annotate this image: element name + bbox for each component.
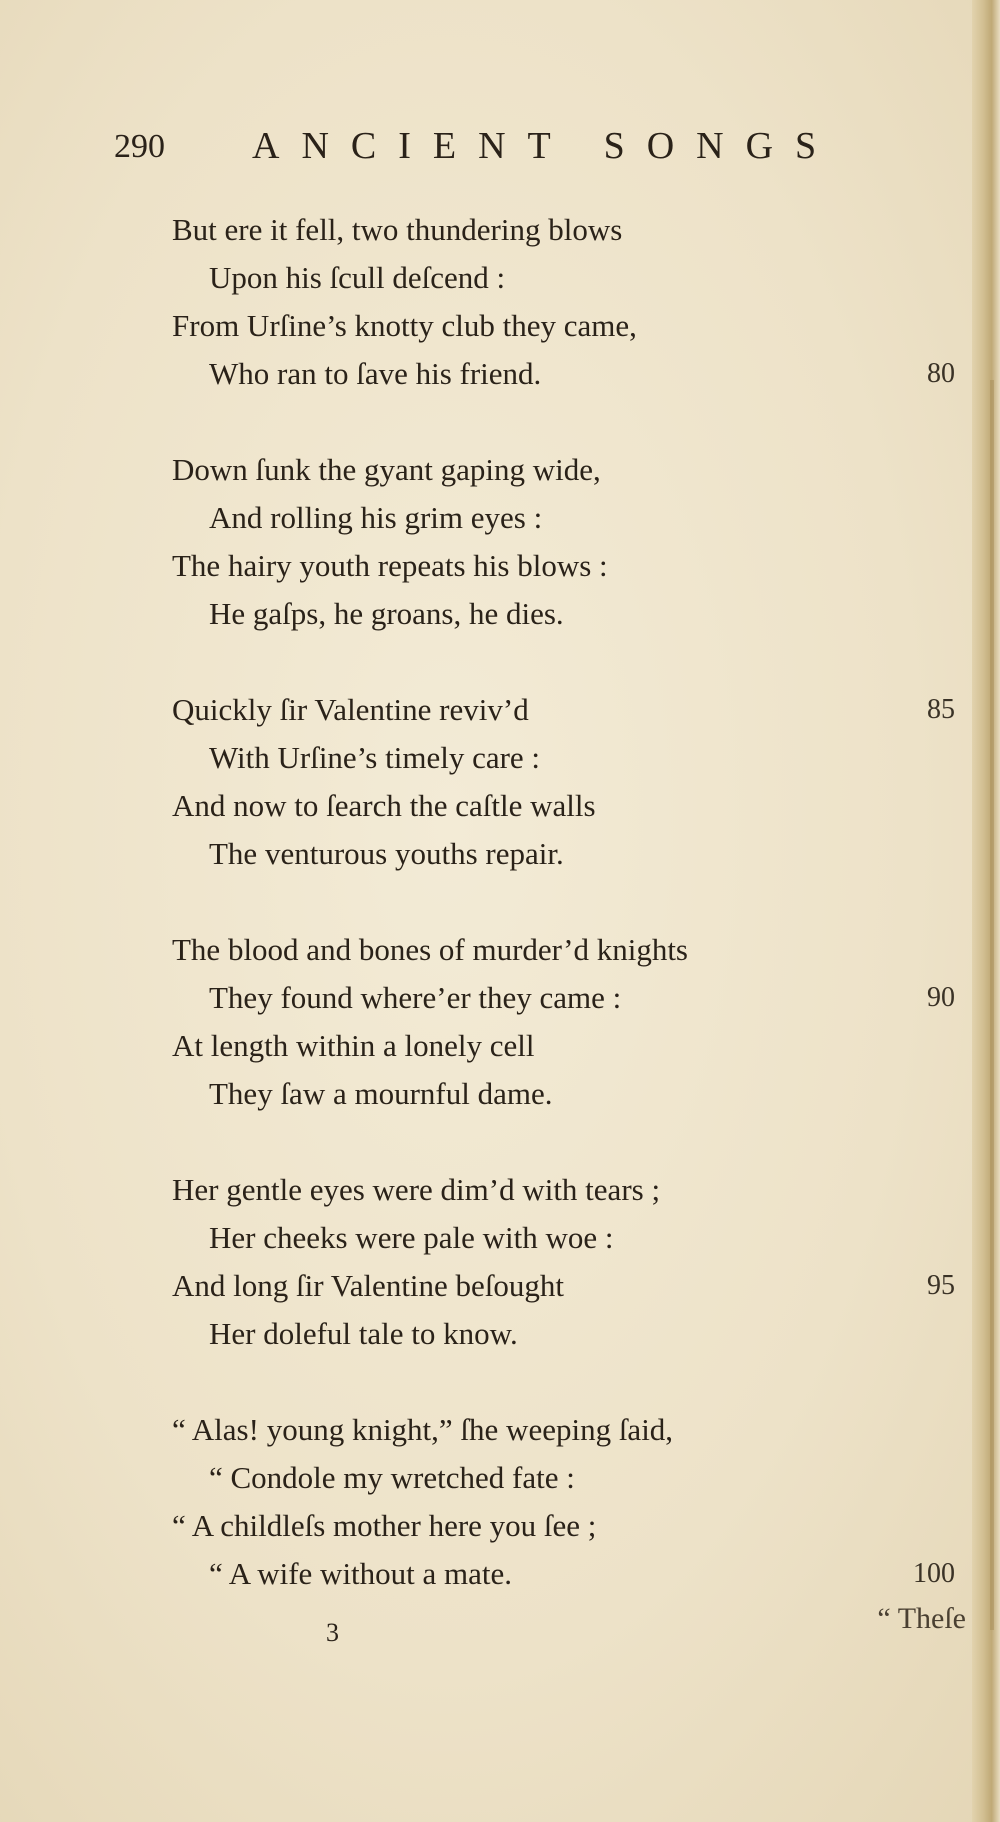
page-number: 290	[114, 128, 165, 165]
line-number: 85	[927, 694, 955, 725]
verse-line: At length within a lonely cell	[172, 1028, 535, 1063]
verse-line: He gaſps, he groans, he dies.	[209, 596, 564, 631]
verse-line: The venturous youths repair.	[209, 836, 564, 871]
book-gutter-edge	[972, 0, 1000, 1822]
verse-line: And long ſir Valentine beſought	[172, 1268, 565, 1303]
verse-line: They ſaw a mournful dame.	[209, 1076, 553, 1111]
page-edge-shadow	[990, 380, 994, 1630]
verse-line: Who ran to ſave his friend.	[209, 356, 542, 391]
verse-line: “ A childleſs mother here you ſee ;	[172, 1508, 597, 1543]
verse-line: The blood and bones of murder’d knights	[172, 932, 688, 967]
verse-line: But ere it fell, two thundering blows	[172, 212, 623, 247]
verse-line: “ Condole my wretched fate :	[209, 1460, 575, 1495]
verse-line: The hairy youth repeats his blows :	[172, 548, 608, 583]
running-title: ANCIENT SONGS	[252, 125, 839, 167]
verse-line: Down ſunk the gyant gaping wide,	[172, 452, 601, 487]
verse-line: With Urſine’s timely care :	[209, 740, 541, 775]
line-number: 80	[927, 358, 955, 389]
verse-line: Her doleful tale to know.	[209, 1316, 518, 1351]
verse-line: And now to ſearch the caſtle walls	[172, 788, 596, 823]
verse-line: Upon his ſcull deſcend :	[209, 260, 506, 295]
signature-mark: 3	[326, 1618, 339, 1647]
verse-line: They found where’er they came :	[209, 980, 622, 1015]
verse-line: “ Alas! young knight,” ſhe weeping ſaid,	[172, 1412, 674, 1447]
verse-line: And rolling his grim eyes :	[209, 500, 543, 535]
line-number: 95	[927, 1270, 955, 1301]
verse-line: Her cheeks were pale with woe :	[209, 1220, 614, 1255]
verse-line: Quickly ſir Valentine reviv’d	[172, 692, 529, 727]
catchword: “ Theſe	[877, 1602, 966, 1635]
line-number: 90	[927, 982, 955, 1013]
verse-line: From Urſine’s knotty club they came,	[172, 308, 637, 343]
line-number: 100	[913, 1558, 955, 1589]
verse-line: “ A wife without a mate.	[209, 1556, 513, 1591]
verse-line: Her gentle eyes were dim’d with tears ;	[172, 1172, 661, 1207]
